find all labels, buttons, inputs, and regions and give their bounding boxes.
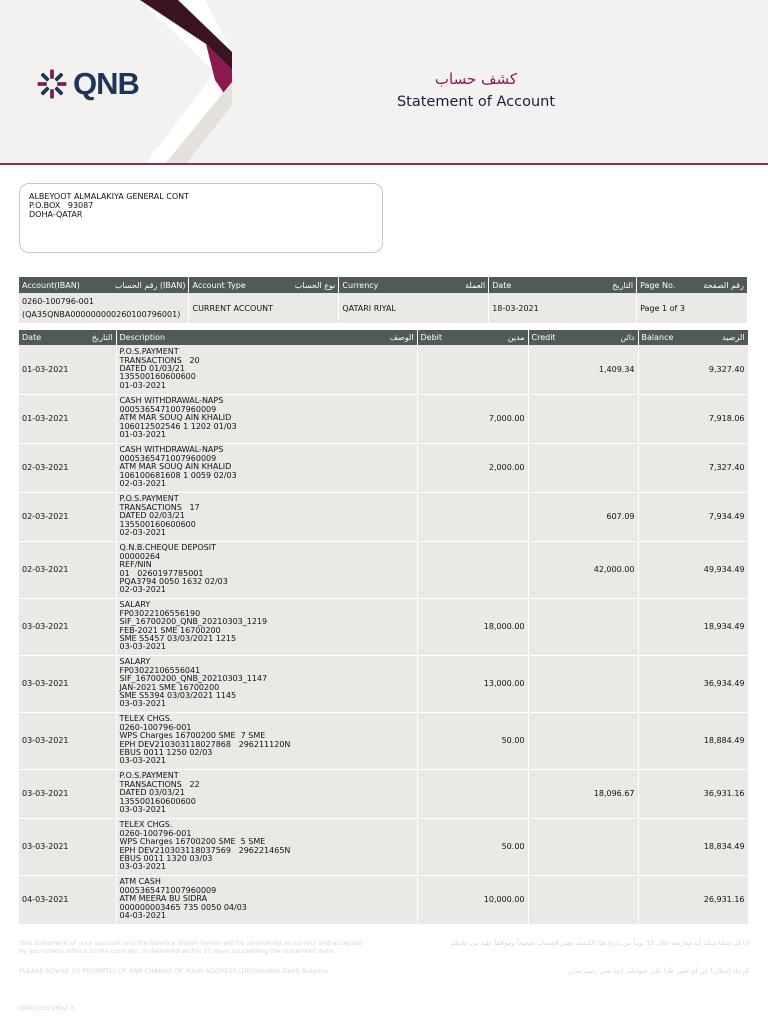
description-line: 02-03-2021 — [119, 528, 166, 538]
description-cell — [116, 818, 417, 875]
debit-cell — [417, 492, 528, 541]
currency-cell: QATARI RIYAL — [339, 293, 489, 323]
balance-cell: 7,934.49 — [638, 492, 748, 541]
debit-cell: 10,000.00 — [417, 875, 528, 924]
date-cell: 03-03-2021 — [19, 712, 116, 769]
credit-cell — [528, 598, 638, 655]
disclaimer-en: This statement of your account and the balance shown herein will be considered as correct and accepted by you unless advice to the contrary, is delivered within 15 days succeeding the statement date. — [19, 939, 363, 955]
account-info-table — [19, 277, 748, 323]
table-row — [19, 818, 748, 875]
statement-date-cell: 18-03-2021 — [489, 293, 637, 323]
account-type-cell: CURRENT ACCOUNT — [189, 293, 339, 323]
balance-cell: 7,918.06 — [638, 394, 748, 443]
date-cell: 02-03-2021 — [19, 443, 116, 492]
credit-cell — [528, 655, 638, 712]
description-cell — [116, 443, 417, 492]
description-line: REF/NIN — [119, 560, 152, 570]
table-row — [19, 443, 748, 492]
description-line: SME S5394 03/03/2021 1145 — [119, 690, 237, 700]
table-row — [19, 598, 748, 655]
description-line: CASH WITHDRAWAL-NAPS — [119, 396, 224, 406]
account-number-cell: 0260-100796-001 (QA35QNBA000000000260100796001) — [19, 293, 189, 323]
description-cell — [116, 712, 417, 769]
description-cell — [116, 875, 417, 924]
description-line: 106100681608 1 0059 02/03 — [119, 470, 237, 480]
table-row — [19, 769, 748, 818]
description-line: DATED 01/03/21 — [119, 364, 185, 374]
description-line: SALARY — [119, 600, 151, 610]
description-line: 0005365471007960009 — [119, 453, 217, 463]
description-line: 135500160600600 — [119, 519, 196, 529]
balance-cell: 18,884.49 — [638, 712, 748, 769]
balance-cell: 18,834.49 — [638, 818, 748, 875]
debit-cell: 18,000.00 — [417, 598, 528, 655]
date-cell: 01-03-2021 — [19, 345, 116, 394]
description-line: 01-03-2021 — [119, 430, 166, 440]
credit-cell: 42,000.00 — [528, 541, 638, 598]
header-date: Date التاريخ — [489, 277, 637, 293]
description-line: 0005365471007960009 — [119, 885, 217, 895]
debit-cell: 7,000.00 — [417, 394, 528, 443]
col-debit: Debit مدين — [417, 330, 528, 345]
description-line: EBUS 0011 1320 03/03 — [119, 853, 213, 863]
credit-cell — [528, 443, 638, 492]
description-line: 0260-100796-001 — [119, 722, 192, 732]
col-credit: Credit دائن — [528, 330, 638, 345]
balance-cell: 18,934.49 — [638, 598, 748, 655]
description-line: JAN-2021 SME 16700200 — [119, 682, 220, 692]
credit-cell: 1,409.34 — [528, 345, 638, 394]
address-line: ALBEYOOT ALMALAKIYA GENERAL CONT — [29, 192, 190, 201]
col-balance: Balance الرصيد — [638, 330, 748, 345]
description-line: 135500160600600 — [119, 372, 196, 382]
description-line: WPS Charges 16700200 SME 7 SME — [119, 731, 266, 741]
table-row — [19, 875, 748, 924]
description-cell — [116, 598, 417, 655]
col-description: Description الوصف — [116, 330, 417, 345]
credit-cell — [528, 394, 638, 443]
description-cell — [116, 769, 417, 818]
header-divider — [0, 163, 768, 165]
description-line: 01 0260197785001 — [119, 568, 204, 578]
date-cell: 03-03-2021 — [19, 769, 116, 818]
customer-address-box — [19, 183, 383, 253]
debit-cell: 50.00 — [417, 712, 528, 769]
description-line: 0260-100796-001 — [119, 828, 192, 838]
description-line: TELEX CHGS. — [119, 714, 173, 724]
address-line: DOHA-QATAR — [29, 210, 83, 219]
balance-cell: 9,327.40 — [638, 345, 748, 394]
description-cell — [116, 492, 417, 541]
description-line: 02-03-2021 — [119, 479, 166, 489]
description-line: SIF_16700200_QNB_20210303_1147 — [119, 674, 268, 684]
date-cell: 01-03-2021 — [19, 394, 116, 443]
table-row — [19, 541, 748, 598]
date-cell: 03-03-2021 — [19, 818, 116, 875]
description-cell — [116, 541, 417, 598]
col-date: Date التاريخ — [19, 330, 116, 345]
description-line: SIF_16700200_QNB_20210303_1219 — [119, 617, 268, 627]
description-line: EPH DEV210303118037569 296221465N — [119, 845, 291, 855]
description-line: WPS Charges 16700200 SME 5 SME — [119, 837, 266, 847]
description-line: 03-03-2021 — [119, 642, 166, 652]
debit-cell — [417, 345, 528, 394]
description-line: PQA3794 0050 1632 02/03 — [119, 576, 228, 586]
date-cell: 03-03-2021 — [19, 598, 116, 655]
date-cell: 04-03-2021 — [19, 875, 116, 924]
qnb-logo — [35, 66, 139, 102]
description-line: SME S5457 03/03/2021 1215 — [119, 633, 237, 643]
description-line: 03-03-2021 — [119, 756, 166, 766]
description-line: 03-03-2021 — [119, 699, 166, 709]
description-line: 0005365471007960009 — [119, 404, 217, 414]
description-line: 106012502546 1 1202 01/03 — [119, 421, 237, 431]
description-line: 01-03-2021 — [119, 380, 166, 390]
description-line: EBUS 0011 1250 02/03 — [119, 747, 213, 757]
description-line: DATED 03/03/21 — [119, 788, 185, 798]
description-line: P.O.S.PAYMENT — [119, 771, 179, 781]
balance-cell: 7,327.40 — [638, 443, 748, 492]
table-row — [19, 394, 748, 443]
description-line: TELEX CHGS. — [119, 820, 173, 830]
description-line: P.O.S.PAYMENT — [119, 494, 179, 504]
debit-cell — [417, 769, 528, 818]
date-cell: 03-03-2021 — [19, 655, 116, 712]
credit-cell: 607.09 — [528, 492, 638, 541]
credit-cell — [528, 818, 638, 875]
debit-cell — [417, 541, 528, 598]
table-row — [19, 345, 748, 394]
credit-cell: 18,096.67 — [528, 769, 638, 818]
header-page-no: Page No. رقم الصفحة — [637, 277, 748, 293]
page-title-arabic: كشف حساب — [434, 70, 518, 88]
description-line: 000000003465 735 0050 04/03 — [119, 902, 247, 912]
qnb-logo-icon — [35, 67, 69, 101]
balance-cell: 36,931.16 — [638, 769, 748, 818]
logo-wordmark: QNB — [73, 66, 139, 101]
date-cell: 02-03-2021 — [19, 541, 116, 598]
description-line: 02-03-2021 — [119, 585, 166, 595]
description-line: 04-03-2021 — [119, 911, 166, 921]
description-line: P.O.S.PAYMENT — [119, 347, 179, 357]
description-line: TRANSACTIONS 22 — [119, 779, 200, 789]
description-cell — [116, 394, 417, 443]
description-line: ATM MAR SOUQ AIN KHALID — [119, 462, 232, 472]
balance-cell: 26,931.16 — [638, 875, 748, 924]
description-line: EPH DEV210303118027868 296211120N — [119, 739, 291, 749]
transactions-body — [19, 345, 748, 924]
description-line: TRANSACTIONS 17 — [119, 502, 200, 512]
description-line: 135500160600600 — [119, 796, 196, 806]
balance-cell: 36,934.49 — [638, 655, 748, 712]
description-cell — [116, 655, 417, 712]
transactions-table — [19, 330, 749, 925]
debit-cell: 50.00 — [417, 818, 528, 875]
address-change-notice: PLEASE ADVISE US PROMPTLY OF ANY CHANGE OF YOUR ADDRESS (DR)Denotes Debit Balance — [19, 967, 328, 975]
description-line: CASH WITHDRAWAL-NAPS — [119, 445, 224, 455]
header-account-iban: Account(IBAN) رقم الحساب (IBAN) — [19, 277, 189, 293]
description-line: ATM MAR SOUQ AIN KHALID — [119, 413, 232, 423]
description-line: 00000264 — [119, 551, 161, 561]
header-account-type: Account Type نوع الحساب — [189, 277, 339, 293]
description-line: ATM MEERA BU SIDRA — [119, 894, 208, 904]
table-row — [19, 712, 748, 769]
description-line: Q.N.B.CHEQUE DEPOSIT — [119, 543, 216, 553]
header-currency: Currency العملة — [339, 277, 489, 293]
credit-cell — [528, 712, 638, 769]
balance-cell: 49,934.49 — [638, 541, 748, 598]
date-cell: 02-03-2021 — [19, 492, 116, 541]
description-line: TRANSACTIONS 20 — [119, 355, 200, 365]
address-line: P.O.BOX 93087 — [29, 201, 94, 210]
description-line: FP03022106556041 — [119, 665, 201, 675]
statement-header — [0, 0, 768, 164]
description-line: FP03022106556190 — [119, 608, 201, 618]
address-change-notice-ar: الرجاء إخطارنا عن أي تغيير طرأ على عنوانكم. (م) تعني رصيد مدين — [567, 967, 749, 975]
description-line: FEB-2021 SME 16700200 — [119, 625, 221, 635]
description-line: SALARY — [119, 657, 151, 667]
description-line: DATED 02/03/21 — [119, 511, 185, 521]
page-number-cell: Page 1 of 3 — [637, 293, 748, 323]
description-line: 03-03-2021 — [119, 862, 166, 872]
description-line: 03-03-2021 — [119, 805, 166, 815]
table-row — [19, 492, 748, 541]
disclaimer-ar: إذا لم يصلنا منكم أية معارضة خلال 15 يوماً من تاريخ هذا الكشف يعتبر الحساب صحيحاً وموافقاً عليه من جانبكم — [450, 939, 749, 947]
form-code: QNB/CUS/2602-3 — [19, 1004, 75, 1012]
debit-cell: 13,000.00 — [417, 655, 528, 712]
description-cell — [116, 345, 417, 394]
table-row — [19, 655, 748, 712]
description-line: ATM CASH — [119, 877, 161, 887]
page-title: Statement of Account — [396, 94, 556, 110]
credit-cell — [528, 875, 638, 924]
debit-cell: 2,000.00 — [417, 443, 528, 492]
